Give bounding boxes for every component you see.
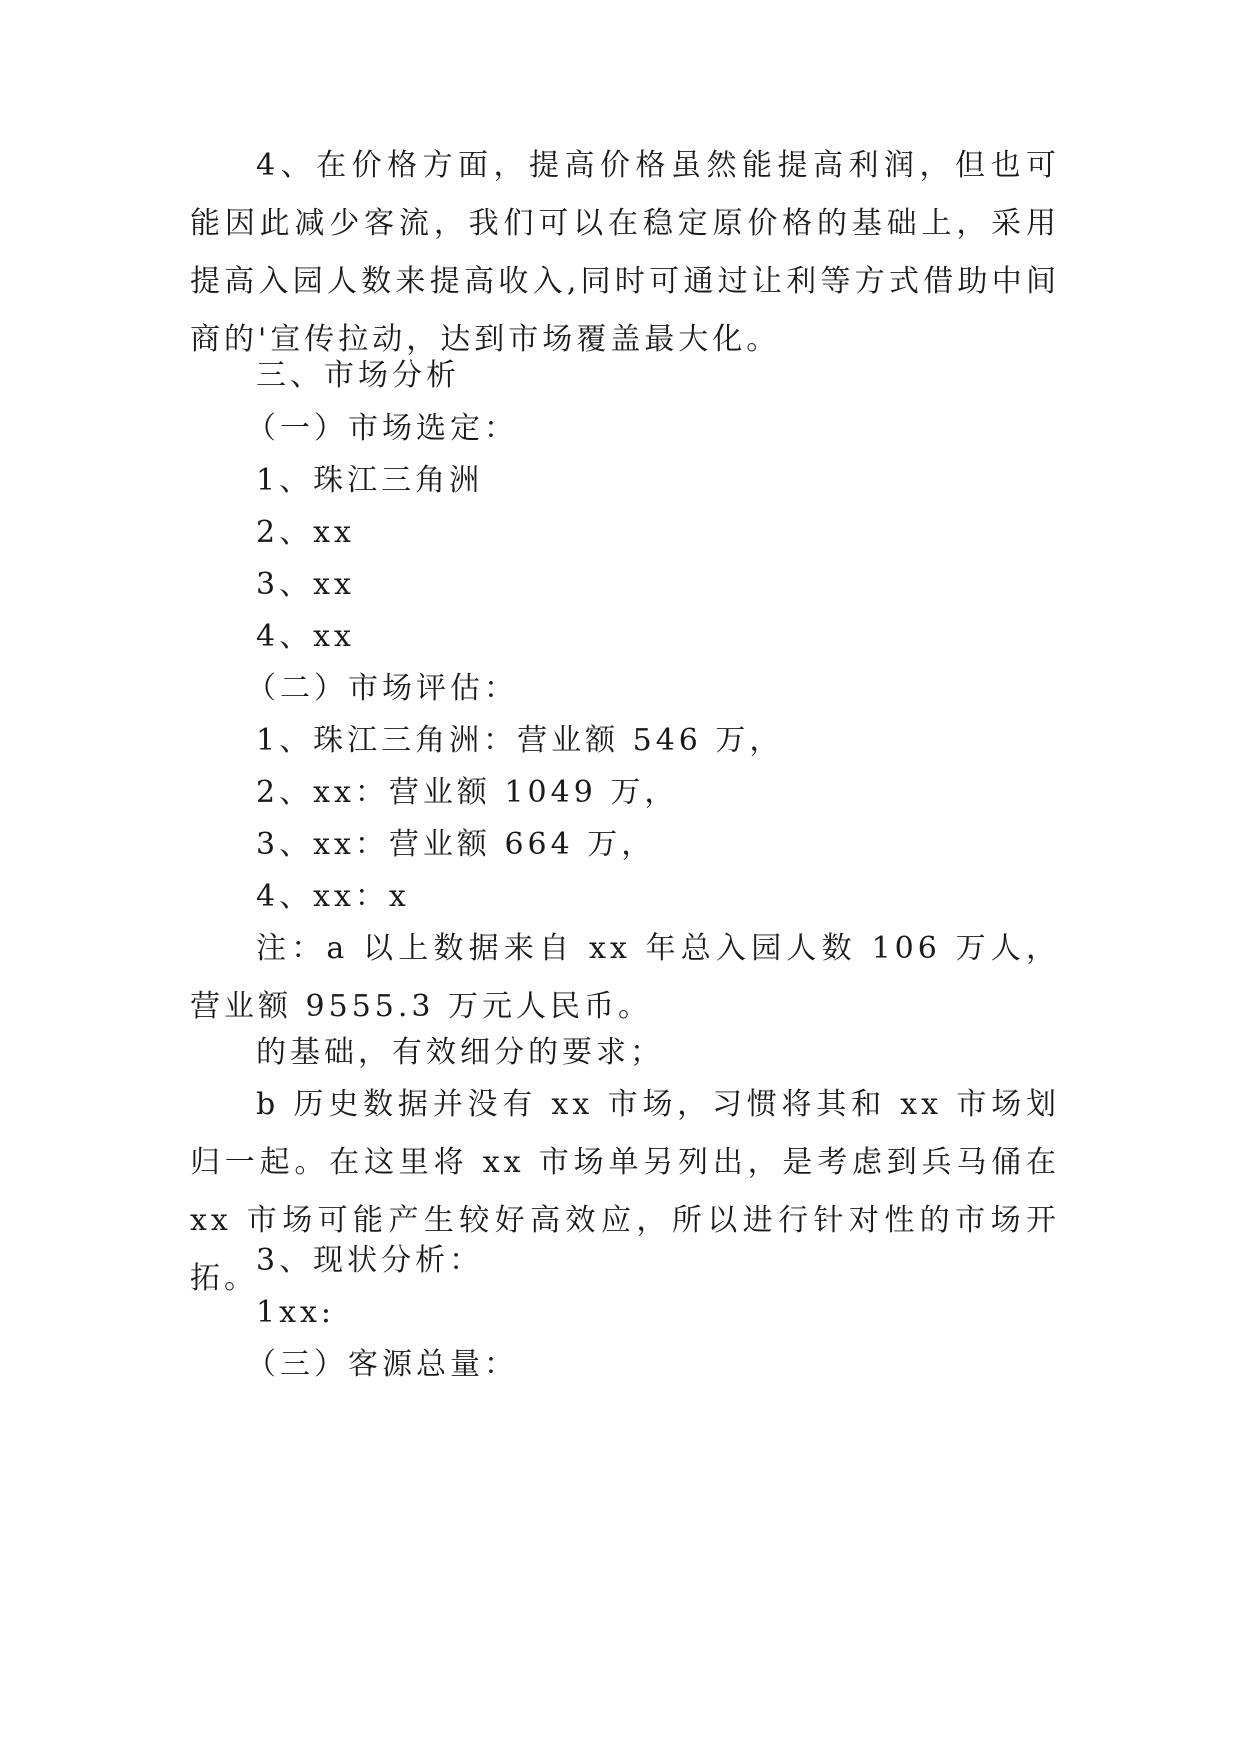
list-item: 4、xx：x (256, 879, 410, 914)
list-item: 2、xx：营业额 1049 万， (256, 775, 679, 810)
note-paragraph: 注：a 以上数据来自 xx 年总入园人数 106 万人，营业额 9555.3 万元人民币。 (190, 931, 1060, 1024)
subheading-market-selection: （一）市场选定： (246, 411, 518, 446)
subheading-visitor-total: （三）客源总量： (246, 1347, 518, 1382)
list-item: 1xx: (256, 1295, 336, 1330)
list-item: 1、珠江三角洲 (256, 463, 484, 498)
list-item: 3、xx (256, 567, 355, 602)
subheading-status-analysis: 3、现状分析： (256, 1243, 484, 1278)
list-item: 4、xx (256, 619, 355, 654)
list-item: 1、珠江三角洲：营业额 546 万， (256, 723, 784, 758)
paragraph-pricing: 4、在价格方面，提高价格虽然能提高利润，但也可能因此减少客流，我们可以在稳定原价格的基础上，采用提高入园人数来提高收入,同时可通过让利等方式借助中间商的'宣传拉动，达到市场覆盖最大化。 (190, 148, 1060, 357)
list-item: 3、xx：营业额 664 万， (256, 827, 656, 862)
paragraph: 的基础，有效细分的要求； (256, 1035, 664, 1070)
list-item: 2、xx (256, 515, 355, 550)
section-heading-market-analysis: 三、市场分析 (256, 358, 460, 393)
subheading-market-evaluation: （二）市场评估： (246, 671, 518, 706)
note-paragraph-b: b 历史数据并没有 xx 市场，习惯将其和 xx 市场划归一起。在这里将 xx 市场单另列出，是考虑到兵马俑在 xx 市场可能产生较好高效应，所以进行针对性的市场开拓。 (190, 1087, 1060, 1296)
